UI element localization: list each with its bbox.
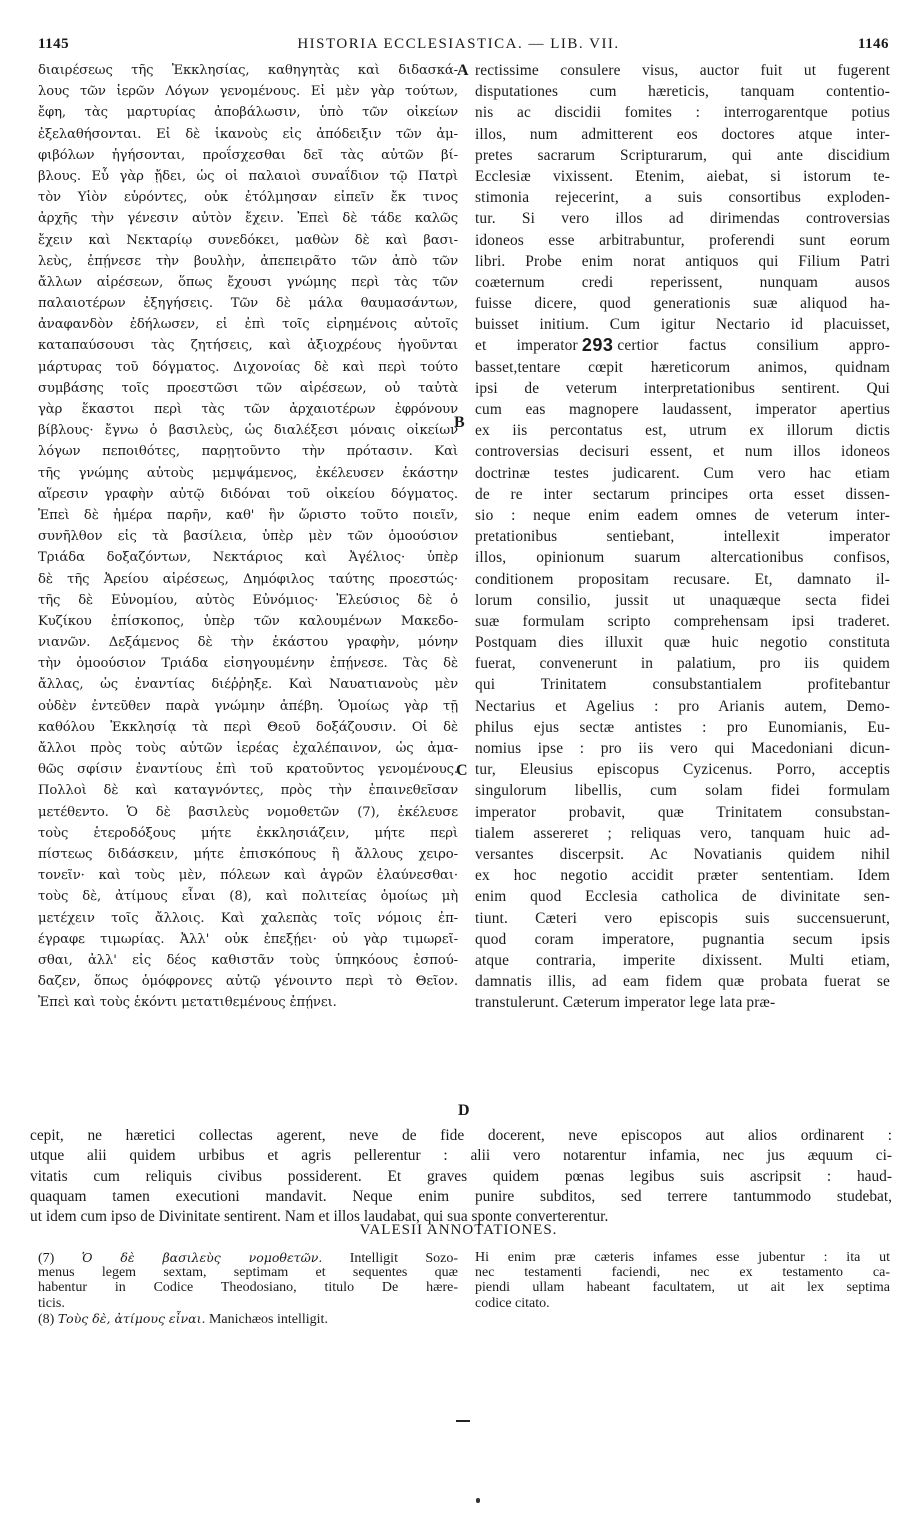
greek-line: φιβόλων ἡγήσονται, προΐσχεσθαι δεῖ τὰς αὐτῶν βί- [38,147,458,163]
latin-line: rectissime consulere visus, auctor fuit ut fugerent [475,62,890,79]
latin-line: cum eas magnopere laudassent, imperator apertius [475,401,890,418]
greek-line: ἀναφανδὸν ἐδήλωσεν, εἰ ἐπὶ τοῖς εἰρημένοις αὐτοῖς [38,317,458,333]
latin-line: tialem assereret ; reliquas vero, tanquam huic ad- [475,824,890,842]
greek-line: έγραφε τιμωρίας. Ἀλλ' οὐκ ἐπεξῄει· οὐ γὰρ τιμωρεῖ- [38,931,458,947]
greek-line: λόγων πεποιθότες, παρῃτοῦντο τὴν πρότασιν. Καὶ [38,444,458,460]
greek-line: καταπαύσουσι τὰς ζητήσεις, καὶ ἀξιοχρέους ἡγοῦνται [38,338,458,354]
full-width-line: ut idem cum ipso de Divinitate sentirent. Nam et illos laudabat, qui sua sponte converterentur. [30,1208,609,1226]
greek-line: τῆς γνώμης αὐτοὺς μεμψάμενος, ἐκέλευσεν ἑκάστην [38,465,458,481]
greek-line: Πολλοὶ δὲ καὶ καταγνόντες, πρὸς τὴν ἐπαινεθεῖσαν [38,783,458,799]
latin-line: ex hoc negotio accidit præter sententiam. Idem [475,867,890,885]
latin-line: pretationibus sentiebant, intellexit imperator [475,528,890,546]
latin-line: stimonia rejecerint, a suis consortibus exploden- [475,189,890,207]
note-right-line: codice citato. [475,1295,550,1311]
latin-line: libri. Probe enim norat antiquos qui Filium Patri [475,252,890,270]
greek-line: βλους. Εὖ γὰρ ᾔδει, ὡς οἱ παλαιοὶ συναΐδιον τῷ Πατρὶ [38,168,458,184]
full-width-latin [30,1126,892,1227]
greek-line: Κυζίκου ἐπίσκοπος, ὑπὲρ τῶν καλουμένων Μακεδο- [38,613,458,629]
latin-line: ex iis percontatus est, utrum ex illorum dictis [475,422,890,440]
greek-line: σθαι, ἀλλ' εἰς δέος καθιστᾶν τοὺς ὑπηκόους ἐσπού- [38,952,458,968]
greek-line: ἐξελαθήσονται. Εἰ δὲ ἱκανοὺς εἰς ἀπόδειξιν τῶν ἀμ- [38,126,458,142]
latin-line: illos, opinionum suarum altercationibus confisos, [475,549,890,567]
greek-line: παλαιοτέρων ἐξηγήσεις. Τῶν δὲ μάλα θαυμασάντων, [38,296,458,312]
greek-line: οὐδὲν ἐντεῦθεν παρὰ γνώμην ἀπέβη. Ὁμοίως γὰρ τῇ [38,698,458,714]
greek-line: ἔφη, τὰς μαρτυρίας ἀποβάλωσιν, ὑπὸ τῶν οἰκείων [38,105,458,121]
latin-line: Postquam dies illuxit quæ huic negotio constituta [475,634,890,652]
page-number-right: 1146 [857,36,889,52]
note-7-line-3: habentur in Codice Theodosiano, titulo De hære- [38,1280,458,1296]
note-7-greek: Ὁ δὲ βασιλεὺς νομοθετῶν. [81,1250,323,1265]
full-width-line: vitatis cum reliquis civibus possiderent. Et graves quidem pœnas legibus suis ascripsit : haud- [30,1167,892,1185]
latin-line: fuisse dicere, quod generationis suæ aliquod ha- [475,295,890,313]
note-right-line: piendi ullam habeant facultatem, ut ait lex septima [475,1280,890,1296]
greek-line: Ἐπεὶ δὲ ἡμέρα παρῆν, καθ' ἣν ὥριστο τοῦτο ποιεῖν, [38,507,458,523]
notes-right-column [475,1250,890,1311]
greek-line: συνῆλθον εἰς τὰ βασίλεια, ὑπὲρ μὲν τῶν ὁμοούσιον [38,529,458,545]
latin-line: singulorum libellis, cum solam fidei formulam [475,782,890,800]
latin-line: nomius ipse : pro iis vero qui Macedoniani dicun- [475,740,890,757]
latin-line: basset,tentare cœpit hæreticorum animos, quidnam [475,358,890,376]
latin-line-text: et imperator [475,337,578,355]
greek-line: δὲ τῆς Ἀρείου αἱρέσεως, Δημόφιλος ταύτης προεστώς· [38,571,458,587]
latin-line: versantes discerpsit. Ac Novatianis quidem nihil [475,845,890,863]
greek-line: πίστεως διδάσκειν, μήτε ἐπισκόπους ἢ ἄλλους χειρο- [38,846,458,862]
greek-line: τονεῖν· καὶ τοὺς μὲν, πόλεων καὶ ἀγρῶν ἐλαύνεσθαι· [38,868,458,884]
greek-line: Τριάδα δοξαζόντων, Νεκτάριος καὶ Ἀγέλιος· ὑπὲρ [38,550,458,566]
latin-line: illos, num admitterent eos doctores atque inter- [475,125,890,143]
latin-line: suæ formulam scripto comprehensam ipsi traderet. [475,612,890,630]
greek-line: τῆς δὲ Εὐνομίου, αὐτὸς Εὐνόμιος· Ἐλεύσιος δὲ ὁ [38,592,458,608]
latin-line: nis ac discidii fomites : interrogarentque potius [475,104,890,122]
greek-line: τοὺς ἑτεροδόξους μήτε ἐκκλησιάζειν, μήτε περὶ [38,825,458,841]
latin-line-text: certior factus consilium appro- [617,337,890,355]
greek-line: λους τῶν ἱερῶν Λόγων γενομένους. Εἰ μὲν γὰρ τούτων, [38,84,458,100]
note-8-number: (8) [38,1311,55,1326]
greek-line: θῶς σφίσιν ἐναντίους ἐπὶ τοῦ κρατοῦντος γενομένους. [38,762,458,778]
margin-letter-a: A [457,62,469,79]
latin-line: philus ejus sectæ antistes : pro Eunomianis, Eu- [475,718,890,736]
note-7-line-2: menus legem sextam, septimam et sequentes quæ [38,1265,458,1281]
note-right-line: Hi enim præ cæteris infames esse jubentur : ita ut [475,1250,890,1265]
greek-line: καθόλου Ἐκκλησίᾳ τὰ περὶ Θεοῦ δοξάζουσιν. Οἱ δὲ [38,719,458,735]
latin-line: controversias decisuri essent, et num illos idoneos [475,443,890,461]
latin-line: disputationes cum hæreticis, tanquam contentio- [475,83,890,101]
greek-line: συμβάσης τοῖς προεστῶσι τῶν αἱρέσεων, οὐ ταὐτὰ [38,380,458,396]
latin-line: lorum consilio, jussit ut unaquæque secta fidei [475,591,890,609]
latin-line: de re inter sectarum principes orta esset dissen- [475,485,890,503]
note-7-text: Intelligit Sozo- [349,1251,458,1266]
latin-line: enim quod Ecclesia catholica de divinitate sen- [475,888,890,906]
greek-line: μάρτυρας τοῦ δόγματος. Διχονοίας δὲ καὶ περὶ τούτο [38,359,458,375]
greek-line: δαζεν, ὅπως ὁμόφρονες αὐτῷ γένοιντο περὶ τὸ Θεῖον. [38,974,458,990]
latin-line: qui Trinitatem consubstantialem profitebantur [475,676,890,694]
latin-line: coæternum credi reperissent, nunquam ausos [475,273,890,291]
latin-line: idoneos esse arbitrabuntur, proferendi sunt eorum [475,231,890,249]
greek-line: γὰρ ἕκαστοι περὶ τὰς τῶν ἀρχαιοτέρων ἐφρόνουν [38,402,458,417]
full-width-line: utque alii quidem urbibus et agris pellerentur : alii vero notarentur infamia, nec jus æquum ci- [30,1147,892,1165]
note-8-greek: Τοὺς δὲ, ἀτίμους εἶναι. [57,1310,206,1326]
full-width-line: cepit, ne hæretici collectas agerent, neve de fide docerent, neve episcopos aut alios ordinarent : [30,1127,892,1144]
greek-line: νιανῶν. Δεξάμενος δὲ τὴν ἑκάστου γραφὴν, μόνην [38,635,458,651]
latin-line: transtulerunt. Cæterum imperator lege lata præ- [475,994,776,1012]
page-stamp-number: 293 [581,335,614,356]
greek-line: αἵρεσιν γραφὴν αὐτῷ διδόναι τοῦ οἰκείου δόγματος. [38,486,458,502]
note-7-line-1 [38,1250,458,1265]
greek-line: μετέχειν τοῖς ἄλλοις. Καὶ χαλεπὰς τοῖς νόμοις ἐπ- [38,910,458,926]
note-7-number: (7) [38,1251,55,1266]
note-8-text: Manichæos intelligit. [208,1311,328,1326]
greek-line: διαιρέσεως τῆς Ἐκκλησίας, καθηγητὰς καὶ διδασκά- [38,63,458,78]
latin-line: buisset initium. Cum igitur Nectario id placuisset, [475,316,890,334]
greek-line: λεὺς, ἐπῄνεσε τὴν βουλὴν, ἀπεπειρᾶτο τῶν ἀπὸ τῶν [38,253,458,269]
latin-line: tiunt. Cæteri vero episcopis suis succensuerunt, [475,909,890,927]
margin-letter-b: B [454,414,465,431]
latin-line: imperator probavit, quæ Trinitatem consubstan- [475,803,890,821]
greek-line: ἀρχῆς τὴν γένεσιν αὐτὸν ἔχειν. Ἐπεὶ δὲ τάδε καλῶς [38,211,458,227]
greek-text-column [38,60,458,1013]
greek-line: τοὺς δὲ, ἀτίμους εἶναι (8), καὶ πολιτείας ὁμοίως μὴ [38,889,458,905]
note-7-line-4: ticis. [38,1295,65,1311]
greek-line: Ἐπεὶ καὶ τοὺς ἑκόντι μετατιθεμένους ἐπῄνει. [38,995,337,1011]
latin-line: tur, Eleusius episcopus Cyzicenus. Porro, acceptis [475,761,890,779]
latin-line: doctrinæ testes judicarent. Cum vero hac etiam [475,464,890,482]
latin-line: fuerat, convenerunt in palatium, pro iis quidem [475,655,890,673]
latin-line [475,335,890,356]
greek-line: ἔχειν καὶ Νεκταρίῳ συνεδόκει, μαθὼν δὲ καὶ βασι- [38,232,458,248]
margin-letter-c: C [456,762,468,779]
latin-text-column [475,60,890,1013]
note-right-line: nec testamenti faciendi, nec ex testamento ca- [475,1265,890,1281]
greek-line: ἄλλοι πρὸς τοὺς αὐτῶν ἱερέας ἐχαλέπαινον, ὡς ἀμα- [38,741,458,756]
latin-line: Nectarius et Agelius : pro Arianis autem, Demo- [475,697,890,715]
greek-line: μετέθεντο. Ὁ δὲ βασιλεὺς νομοθετῶν (7), ἐκέλευσε [38,804,458,820]
latin-line: damnatis illis, ad eam fidem quæ probata fuerat se [475,973,890,991]
greek-line: ἄλλας, ὡς ἐναντίας διέῤῥηξε. Καὶ Ναυατιανοὺς μὲν [38,677,458,693]
running-title: HISTORIA ECCLESIASTICA. — LIB. VII. [297,36,620,52]
latin-line: sio : neque enim eadem omnes de veterum inter- [475,506,890,524]
full-width-line: quaquam tamen executioni mandavit. Neque enim punire subditos, sed terrere tantummodo studebat, [30,1187,892,1205]
latin-line: pretes sacrarum Scripturarum, qui ante discidium [475,146,890,164]
latin-line: Ecclesiæ vixissent. Etenim, aiebat, si istorum te- [475,167,890,185]
margin-letter-d: D [458,1102,470,1119]
greek-line: τὸν Υἱὸν εὑρόντες, οὐκ ἐτόλμησαν εἰπεῖν ἔκ τινος [38,190,458,206]
greek-line: βίβλους· ἔγνω ὁ βασιλεὺς, ὡς διαλέξεσι μόναις οἰκείων [38,423,458,439]
latin-line: quod coram imperatore, pugnantia secum ipsis [475,930,890,948]
note-8-line [38,1311,458,1326]
separator-rule [456,1420,470,1422]
annotations-title: VALESII ANNOTATIONES. [359,1222,558,1238]
latin-line: ipsi de veterum interpretationibus sentirent. Qui [475,379,890,397]
notes-left-column [38,1250,458,1326]
latin-line: tur. Si vero illos ad dirimendas controversias [475,210,890,228]
greek-line: τὴν ὁμοούσιον Τριάδα εἰσηγουμένην ἐπῄνεσε. Τὰς δὲ [38,656,458,672]
ink-spot [476,1498,480,1503]
latin-line: atque contraria, imperite dixissent. Multi etiam, [475,951,890,969]
greek-line: ἄλλων αἱρέσεων, ὅπως ἔχουσι γνώμης περὶ τὰς τῶν [38,274,458,290]
latin-line: conditionem propositam recusare. Et, damnato il- [475,570,890,588]
page-number-left: 1145 [38,36,70,52]
